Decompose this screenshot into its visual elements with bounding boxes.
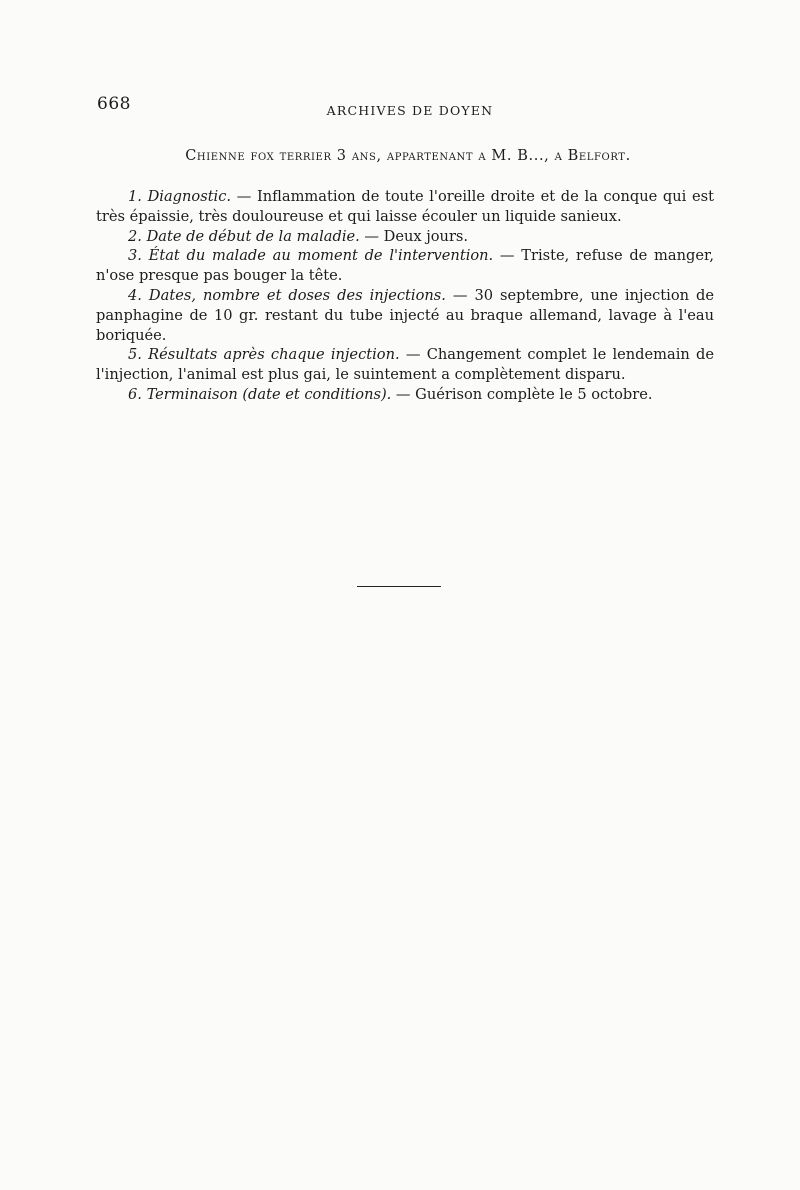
item-label: 6. Terminaison (date et conditions). (128, 385, 392, 403)
case-item-condition (96, 246, 714, 286)
case-heading: Chienne fox terrier 3 ans, appartenant a M. B..., a Belfort. (185, 148, 631, 164)
case-item-onset-date (96, 227, 714, 247)
item-text: — Guérison complète le 5 octobre. (391, 385, 653, 403)
section-divider (357, 586, 441, 587)
item-label: 1. Diagnostic. (128, 188, 232, 205)
item-label: 3. État du malade au moment de l'intervention. (128, 247, 494, 265)
case-item-injections (96, 286, 714, 345)
item-label: 4. Dates, nombre et doses des injections. (128, 286, 446, 304)
item-text: — Triste, refuse de manger, n'ose presque pas bouger la tête. (96, 247, 714, 285)
item-label: 2. Date de début de la maladie. (128, 227, 360, 245)
case-item-diagnostic (96, 187, 714, 227)
case-items (96, 187, 714, 405)
case-item-outcome (96, 385, 714, 405)
item-text: — Inflammation de toute l'oreille droite et de la conque qui est très épaissie, très douloureuse et qui laisse écouler un liquide sanieux. (96, 188, 714, 225)
page-number: 668 (97, 94, 131, 114)
item-text: — Deux jours. (359, 227, 469, 245)
item-text: — Changement complet le lendemain de l'injection, l'animal est plus gai, le suintement a complètement disparu. (96, 346, 714, 384)
item-label: 5. Résultats après chaque injection. (128, 346, 400, 364)
item-text: — 30 septembre, une injection de panphagine de 10 gr. restant du tube injecté au braque allemand, lavage à l'eau boriquée. (96, 286, 714, 344)
running-title: ARCHIVES DE DOYEN (326, 103, 494, 118)
case-item-results (96, 345, 714, 385)
